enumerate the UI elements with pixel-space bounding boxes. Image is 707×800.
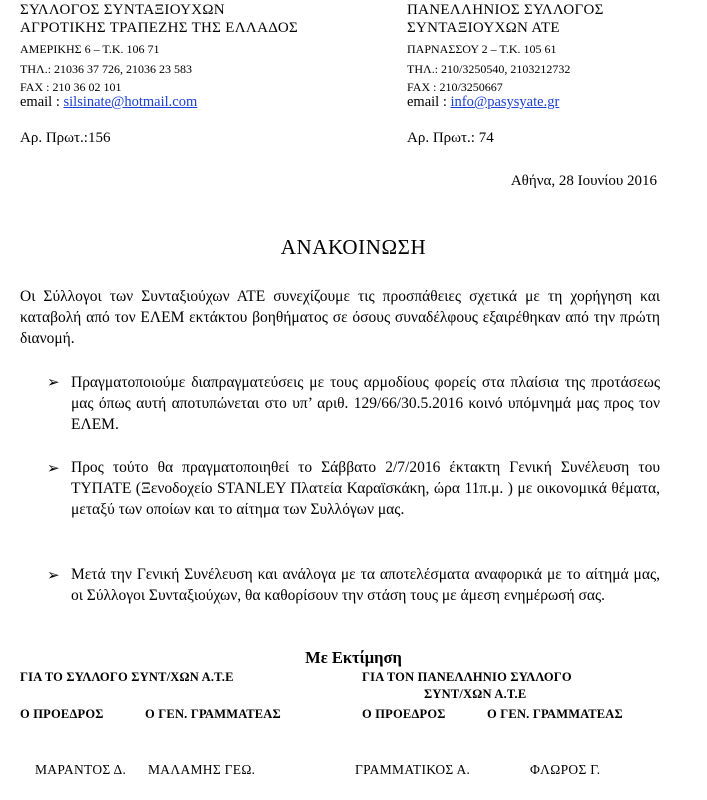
left-secretary-title: Ο ΓΕΝ. ΓΡΑΜΜΑΤΕΑΣ <box>145 707 281 721</box>
left-president-title: Ο ΠΡΟΕΔΡΟΣ <box>20 707 104 721</box>
bullet-arrow-icon: ➢ <box>47 568 60 584</box>
left-email-link[interactable]: silsinate@hotmail.com <box>63 94 198 110</box>
right-org-name-line1: ΠΑΝΕΛΛΗΝΙΟΣ ΣΥΛΛΟΓΟΣ <box>407 2 604 18</box>
left-signatory-org: ΓΙΑ ΤΟ ΣΥΛΛΟΓΟ ΣΥΝΤ/ΧΩΝ Α.Τ.Ε <box>20 670 234 684</box>
bullet-arrow-icon: ➢ <box>47 375 60 391</box>
right-org-address: ΠΑΡΝΑΣΣΟΥ 2 – Τ.Κ. 105 61 <box>407 42 557 56</box>
left-protocol-number: Αρ. Πρωτ.:156 <box>20 130 111 146</box>
signatory-name: ΓΡΑΜΜΑΤΙΚΟΣ Α. <box>355 762 471 777</box>
left-org-address: ΑΜΕΡΙΚΗΣ 6 – Τ.Κ. 106 71 <box>20 42 160 56</box>
left-org-fax: FAX : 210 36 02 101 <box>20 80 122 94</box>
right-email-link[interactable]: info@pasysyate.gr <box>450 94 560 110</box>
signatory-name: ΦΛΩΡΟΣ Γ. <box>530 762 601 777</box>
right-org-phone: ΤΗΛ.: 210/3250540, 2103212732 <box>407 62 571 76</box>
left-org-name-line2: ΑΓΡΟΤΙΚΗΣ ΤΡΑΠΕΖΗΣ ΤΗΣ ΕΛΛΑΔΟΣ <box>20 20 299 36</box>
signatory-name: ΜΑΛΑΜΗΣ ΓΕΩ. <box>148 762 256 777</box>
right-signatory-org-line1: ΓΙΑ ΤΟΝ ΠΑΝΕΛΛΗΝΙΟ ΣΥΛΛΟΓΟ <box>362 670 572 684</box>
right-president-title: Ο ΠΡΟΕΔΡΟΣ <box>362 707 446 721</box>
left-org-name-line1: ΣΥΛΛΟΓΟΣ ΣΥΝΤΑΞΙΟΥΧΩΝ <box>20 2 225 18</box>
bullet-paragraph: Πραγματοποιούμε διαπραγματεύσεις με τους αρμοδίους φορείς στα πλαίσια της προτάσεως μας όπως αυτή αποτυπώνεται στο υπ’ αριθ. 129/66/30.5.2016 κοινό υπόμνημά μας προς τον ΕΛΕΜ. <box>71 374 660 433</box>
right-org-name-line2: ΣΥΝΤΑΞΙΟΥΧΩΝ ΑΤΕ <box>407 20 560 36</box>
document-title: ΑΝΑΚΟΙΝΩΣΗ <box>280 235 427 259</box>
document-date: Αθήνα, 28 Ιουνίου 2016 <box>510 173 657 189</box>
left-org-email-line <box>20 94 197 111</box>
right-signatory-org-line2: ΣΥΝΤ/ΧΩΝ Α.Τ.Ε <box>424 687 527 701</box>
left-org-phone: ΤΗΛ.: 21036 37 726, 21036 23 583 <box>20 62 193 76</box>
right-secretary-title: Ο ΓΕΝ. ΓΡΑΜΜΑΤΕΑΣ <box>487 707 623 721</box>
right-protocol-number: Αρ. Πρωτ.: 74 <box>407 130 494 146</box>
bullet-paragraph: Προς τούτο θα πραγματοποιηθεί το Σάββατο 2/7/2016 έκτακτη Γενική Συνέλευση του ΤΥΠΑΤΕ (Ξενοδοχείο STANLEY Πλατεία Καραϊσκάκη, ώρα 11π.μ. ) με οικονομικά θέματα, μεταξύ των οποίων και το αίτημα των Συλλόγων μας. <box>71 459 660 518</box>
right-org-fax: FAX : 210/3250667 <box>407 80 503 94</box>
left-email-label: email : <box>20 94 64 110</box>
bullet-arrow-icon: ➢ <box>47 461 60 477</box>
right-email-label: email : <box>407 94 451 110</box>
signatory-name: ΜΑΡΑΝΤΟΣ Δ. <box>35 762 127 777</box>
intro-paragraph: Οι Σύλλογοι των Συνταξιούχων ΑΤΕ συνεχίζουμε τις προσπάθειες σχετικά με τη χορήγηση και καταβολή από τον ΕΛΕΜ εκτάκτου βοηθήματος σε όσους συναδέλφους εξαιρέθηκαν από την πρώτη διανομή. <box>20 288 660 347</box>
bullet-paragraph: Μετά την Γενική Συνέλευση και ανάλογα με τα αποτελέσματα αναφορικά με το αίτημά μας, οι Σύλλογοι Συνταξιούχων, θα καθορίσουν την στάση τους με άμεση ενημέρωσή σας. <box>71 566 660 604</box>
closing-salutation: Με Εκτίμηση <box>305 648 402 667</box>
right-org-email-line <box>407 94 559 111</box>
